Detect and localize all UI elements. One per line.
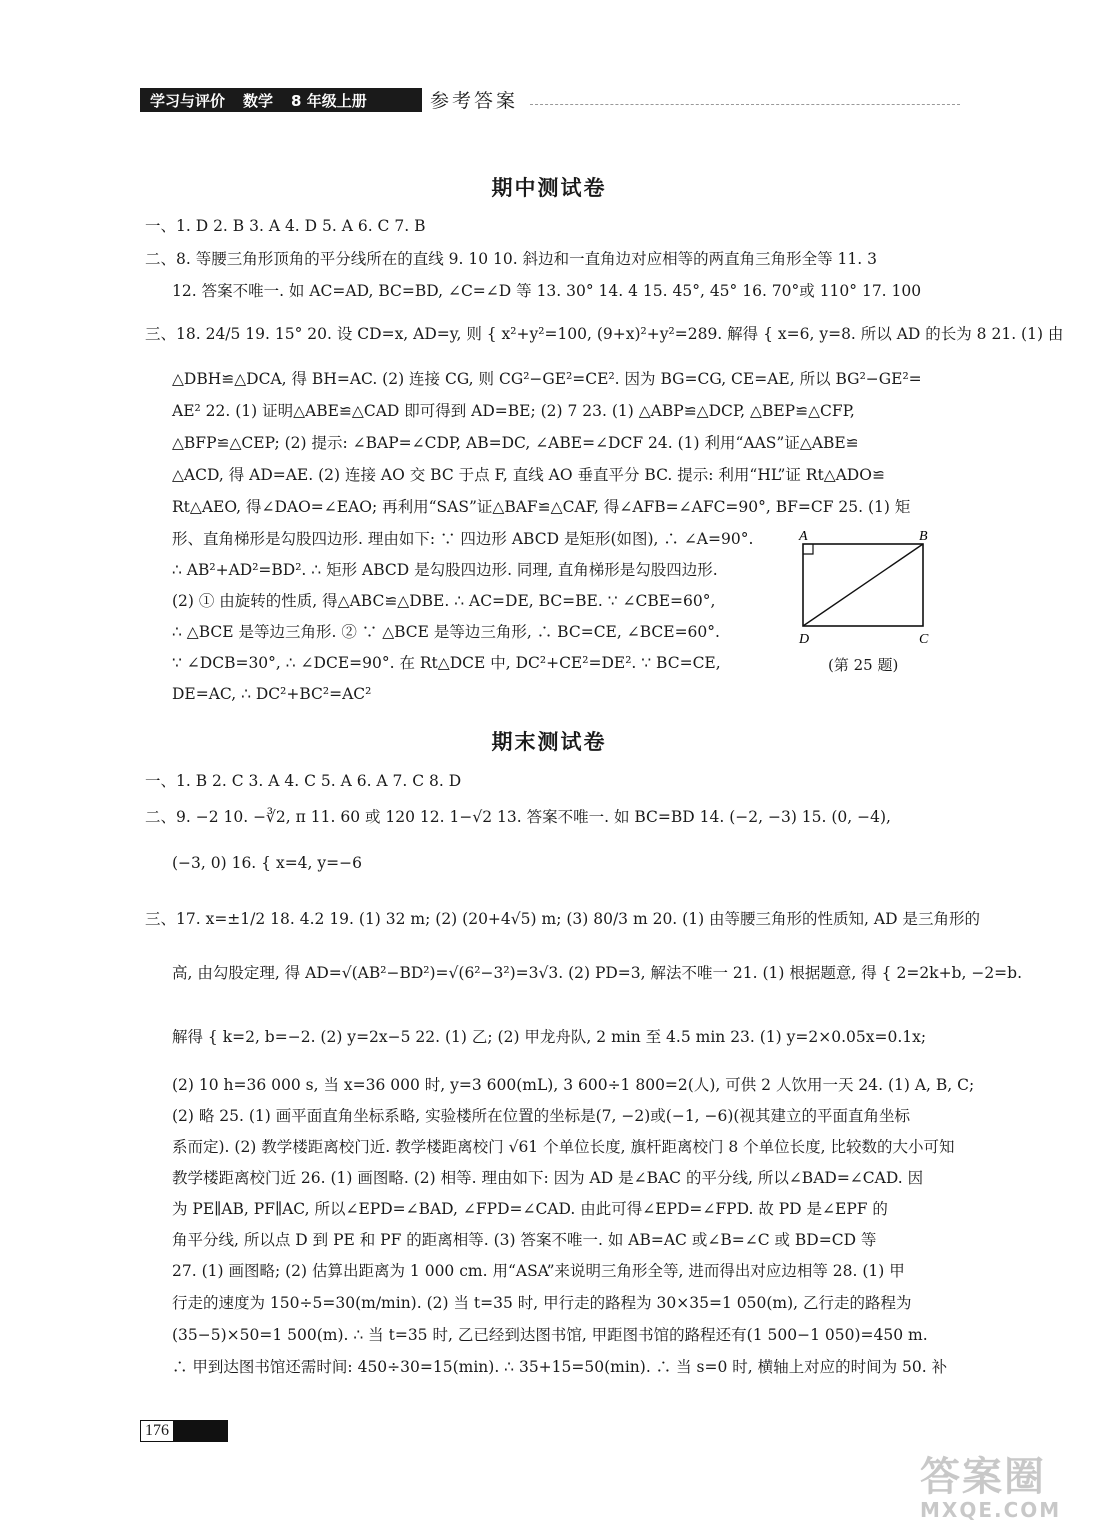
midterm-line: 12. 答案不唯一. 如 AC=AD, BC=BD, ∠C=∠D 等 13. 30° 14. 4 15. 45°, 45° 16. 70°或 110° 17. 100: [172, 282, 922, 300]
header-divider: [530, 104, 960, 105]
final-line: (−3, 0) 16. { x=4, y=−6: [172, 854, 362, 872]
final-line: 二、9. −2 10. −∛2, π 11. 60 或 120 12. 1−√2 13. 答案不唯一. 如 BC=BD 14. (−2, −3) 15. (0, −4),: [145, 808, 891, 826]
watermark-logo: [920, 1445, 1090, 1525]
final-line: 教学楼距离校门近 26. (1) 画图略. (2) 相等. 理由如下: 因为 AD 是∠BAC 的平分线, 所以∠BAD=∠CAD. 因: [172, 1169, 924, 1187]
final-line: (35−5)×50=1 500(m). ∴ 当 t=35 时, 乙已经到达图书馆, 甲距图书馆的路程还有(1 500−1 050)=450 m.: [172, 1326, 928, 1344]
midterm-line: △ACD, 得 AD=AE. (2) 连接 AO 交 BC 于点 F, 直线 AO 垂直平分 BC. 提示: 利用“HL”证 Rt△ADO≌: [172, 466, 885, 484]
final-line: ∴ 甲到达图书馆还需时间: 450÷30=15(min). ∴ 35+15=50(min). ∴ 当 s=0 时, 横轴上对应的时间为 50. 补: [172, 1358, 948, 1376]
header-answer-title: 参考答案: [430, 90, 519, 112]
midterm-line: △DBH≌△DCA, 得 BH=AC. (2) 连接 CG, 则 CG²−GE²=CE². 因为 BG=CG, CE=AE, 所以 BG²−GE²=: [172, 370, 922, 388]
final-line: 角平分线, 所以点 D 到 PE 和 PF 的距离相等. (3) 答案不唯一. 如 AB=AC 或∠B=∠C 或 BD=CD 等: [172, 1231, 877, 1249]
rectangle-diagram: [795, 528, 945, 648]
midterm-line: 形、直角梯形是勾股四边形. 理由如下: ∵ 四边形 ABCD 是矩形(如图), ∴ ∠A=90°.: [172, 530, 754, 548]
midterm-title: 期中测试卷: [491, 175, 607, 200]
midterm-line: 二、8. 等腰三角形顶角的平分线所在的直线 9. 10 10. 斜边和一直角边对应相等的两直角三角形全等 11. 3: [145, 250, 877, 268]
midterm-line: ∵ ∠DCB=30°, ∴ ∠DCE=90°. 在 Rt△DCE 中, DC²+CE²=DE². ∵ BC=CE,: [172, 654, 721, 672]
watermark-main-text: 答案圈: [920, 1454, 1046, 1500]
final-line: 系而定). (2) 教学楼距离校门近. 教学楼距离校门 √61 个单位长度, 旗杆距离校门 8 个单位长度, 比较数的大小可知: [172, 1138, 955, 1156]
final-title: 期末测试卷: [491, 729, 607, 754]
midterm-line: 三、18. 24/5 19. 15° 20. 设 CD=x, AD=y, 则 { x²+y²=100, (9+x)²+y²=289. 解得 { x=6, y=8. 所以 AD 的长为 8 21. (1) 由: [145, 325, 1064, 343]
diagonal-bd: [803, 544, 923, 626]
midterm-line: AE² 22. (1) 证明△ABE≌△CAD 即可得到 AD=BE; (2) 7 23. (1) △ABP≌△DCP, △BEP≌△CFP,: [172, 402, 855, 420]
header-tag-bar: [140, 88, 422, 112]
final-line: 高, 由勾股定理, 得 AD=√(AB²−BD²)=√(6²−3²)=3√3. (2) PD=3, 解法不唯一 21. (1) 根据题意, 得 { 2=2k+b, −2=b.: [172, 964, 1023, 982]
final-line: 解得 { k=2, b=−2. (2) y=2x−5 22. (1) 乙; (2) 甲龙舟队, 2 min 至 4.5 min 23. (1) y=2×0.05x=0.1x;: [172, 1028, 927, 1046]
midterm-line: △BFP≌△CEP; (2) 提示: ∠BAP=∠CDP, AB=DC, ∠ABE=∠DCF 24. (1) 利用“AAS”证△ABE≌: [172, 434, 859, 452]
midterm-line: (2) ① 由旋转的性质, 得△ABC≌△DBE. ∴ AC=DE, BC=BE. ∵ ∠CBE=60°,: [172, 592, 716, 610]
figure-caption: (第 25 题): [828, 656, 899, 674]
header-tag-subject: 数学: [243, 91, 274, 110]
midterm-line: 一、1. D 2. B 3. A 4. D 5. A 6. C 7. B: [145, 217, 426, 235]
vertex-label-c: C: [919, 632, 929, 647]
watermark-domain-text: MXQE.COM: [920, 1498, 1062, 1522]
final-line: 一、1. B 2. C 3. A 4. C 5. A 6. A 7. C 8. D: [145, 772, 462, 790]
final-line: 27. (1) 画图略; (2) 估算出距离为 1 000 cm. 用“ASA”来说明三角形全等, 进而得出对应边相等 28. (1) 甲: [172, 1262, 905, 1280]
final-line: (2) 略 25. (1) 画平面直角坐标系略, 实验楼所在位置的坐标是(7, −2)或(−1, −6)(视其建立的平面直角坐标: [172, 1107, 910, 1125]
vertex-label-a: A: [799, 529, 808, 544]
final-line: 为 PE∥AB, PF∥AC, 所以∠EPD=∠BAD, ∠FPD=∠CAD. 由此可得∠EPD=∠FPD. 故 PD 是∠EPF 的: [172, 1200, 888, 1218]
page-number-bar: [140, 1420, 228, 1442]
midterm-line: ∴ △BCE 是等边三角形. ② ∵ △BCE 是等边三角形, ∴ BC=CE, ∠BCE=60°.: [172, 623, 720, 641]
header-tag-book: 学习与评价: [150, 91, 226, 110]
right-angle-mark: [803, 544, 813, 554]
vertex-label-b: B: [919, 529, 928, 544]
midterm-line: Rt△AEO, 得∠DAO=∠EAO; 再利用“SAS”证△BAF≌△CAF, 得∠AFB=∠AFC=90°, BF=CF 25. (1) 矩: [172, 498, 911, 516]
final-line: 三、17. x=±1/2 18. 4.2 19. (1) 32 m; (2) (20+4√5) m; (3) 80/3 m 20. (1) 由等腰三角形的性质知, AD 是三角形的: [145, 910, 980, 928]
final-line: 行走的速度为 150÷5=30(m/min). (2) 当 t=35 时, 甲行走的路程为 30×35=1 050(m), 乙行走的路程为: [172, 1294, 912, 1312]
midterm-line: ∴ AB²+AD²=BD². ∴ 矩形 ABCD 是勾股四边形. 同理, 直角梯形是勾股四边形.: [172, 561, 718, 579]
final-line: (2) 10 h=36 000 s, 当 x=36 000 时, y=3 600(mL), 3 600÷1 800=2(人), 可供 2 人饮用一天 24. (1) A, B, C;: [172, 1076, 975, 1094]
midterm-line: DE=AC, ∴ DC²+BC²=AC²: [172, 685, 372, 703]
page-number: 176: [140, 1420, 174, 1442]
header-tag-grade: 8 年级上册: [291, 91, 367, 110]
vertex-label-d: D: [799, 632, 810, 647]
